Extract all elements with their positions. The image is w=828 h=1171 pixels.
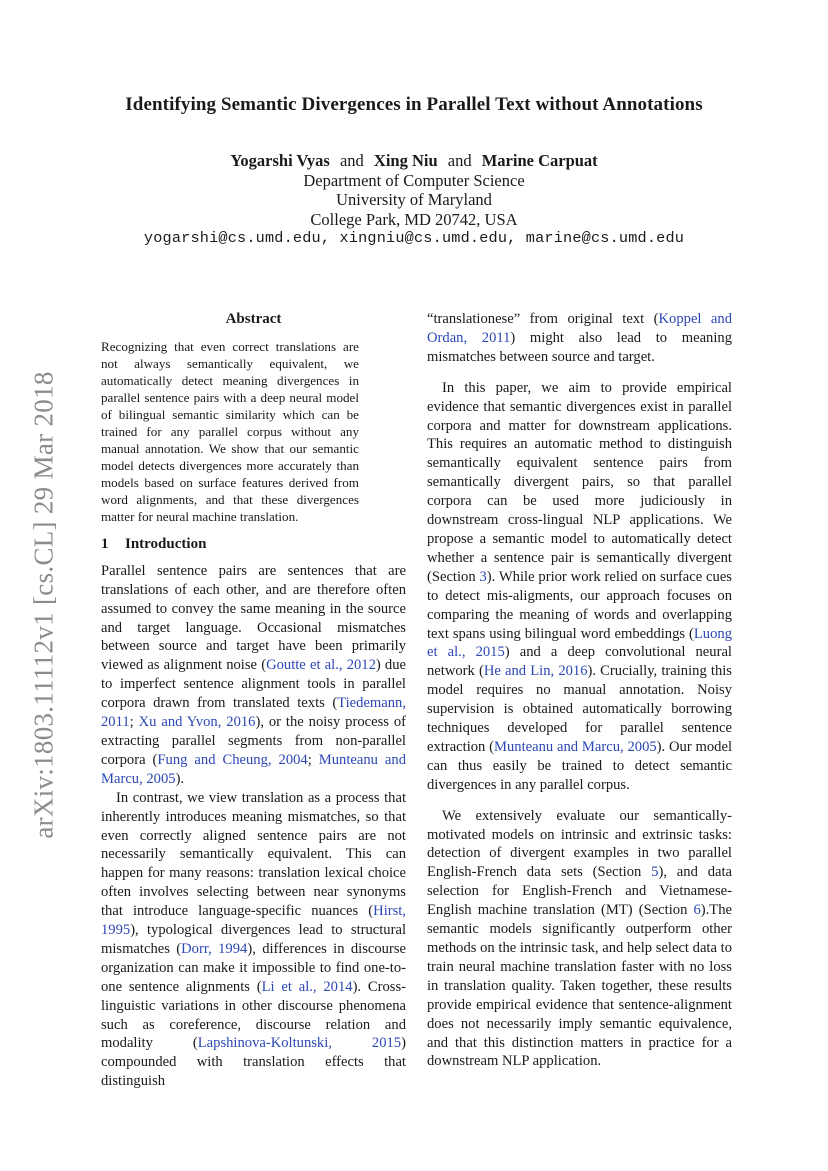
- citation-link[interactable]: 5: [651, 864, 659, 881]
- affiliation-university: University of Maryland: [336, 190, 492, 209]
- right-column-body: [427, 310, 732, 1071]
- paragraph-text: ) might also lead to meaning mismatches between source and target.: [427, 329, 732, 365]
- paragraph-text: In this paper, we aim to provide empirical evidence that semantic divergences exist in parallel corpora and matter for downstream applications. This requires an automatic method to distinguish semantically equivalent sentence pairs from semantically divergent pairs, so that parallel corpora can be used more judiciously in downstream cross-lingual NLP applications. We propose a semantic model to automatically detect whether a sentence pair is semantically divergent (Section: [427, 379, 732, 585]
- body-paragraph: [101, 562, 406, 789]
- citation-link[interactable]: Tiedemann, 2011: [101, 695, 406, 731]
- citation-link[interactable]: 3: [479, 568, 487, 585]
- citation-link[interactable]: Lapshinova-Koltunski, 2015: [197, 1035, 402, 1052]
- paragraph-text: ) due to imperfect sentence alignment tools in parallel corpora drawn from translated texts (: [101, 657, 407, 712]
- paragraph-text: ) and a deep convolutional neural network (: [427, 644, 732, 680]
- citation-link[interactable]: Fung and Cheung, 2004: [157, 751, 308, 768]
- and-word: and: [447, 151, 472, 170]
- paragraph-text: We extensively evaluate our semantically-motivated models on intrinsic and extrinsic tasks: detection of divergent examples in two parallel English-French data sets (Section: [427, 807, 732, 881]
- and-word: and: [339, 151, 364, 170]
- body-paragraph: [427, 807, 732, 1072]
- citation-link[interactable]: Munteanu and Marcu, 2005: [494, 738, 657, 755]
- paragraph-text: ). Cross-linguistic variations in other discourse phenomena such as coreference, discourse relation and modality (: [101, 978, 406, 1052]
- section-number: 1: [101, 535, 109, 552]
- paragraph-text: ). Crucially, training this model requires no manual annotation. Noisy supervision is obtained automatically borrowing techniques developed for parallel sentence extraction (: [427, 663, 732, 755]
- paragraph-text: ), or the noisy process of extracting parallel segments from non-parallel corpora (: [101, 714, 406, 768]
- paragraph-text: “translationese” from original text (: [427, 311, 659, 327]
- author-name: Xing Niu: [373, 151, 438, 170]
- body-paragraph: [427, 310, 732, 367]
- paragraph-text: ). While prior work relied on surface cues to detect mis-aligments, our approach focuses on comparing the meaning of words and overlapping text spans using bilingual word embeddings (: [427, 568, 732, 642]
- author-block: [0, 151, 828, 249]
- citation-link[interactable]: Dorr, 1994: [181, 940, 248, 957]
- left-column-body: [101, 562, 406, 1091]
- paper-title: Identifying Semantic Divergences in Parallel Text without Annotations: [125, 94, 703, 115]
- author-name: Yogarshi Vyas: [230, 151, 330, 170]
- paragraph-text: ). Our model can thus easily be trained to detect semantic divergences in any parallel corpus.: [427, 738, 732, 793]
- paragraph-text: ;: [129, 714, 139, 731]
- paragraph-text: ), and data selection for English-French and Vietnamese-English machine translation (MT) (Section: [427, 864, 733, 919]
- paragraph-text: ), differences in discourse organization can make it impossible to find one-to-one sentence alignments (: [101, 940, 406, 995]
- citation-link[interactable]: Munteanu and Marcu, 2005: [101, 751, 406, 787]
- section-title: Introduction: [125, 535, 207, 552]
- left-column: [101, 310, 406, 1091]
- paragraph-text: ).The semantic models significantly outperform other methods on the intrinsic task, and help select data to train neural machine translation faster with no loss in translation quality. Taken together, these results provide empirical evidence that sentence-alignment does not necessarily imply semantic equivalence, and that this distinction matters in practice for a downstream NLP application.: [427, 902, 732, 1070]
- citation-link[interactable]: Hirst, 1995: [101, 903, 406, 939]
- abstract-heading: Abstract: [225, 311, 282, 327]
- abstract-text: Recognizing that even correct translations are not always semantically equivalent, we automatically detect meaning divergences in parallel sentence pairs with a deep neural model of bilingual semantic similarity which can be trained for any parallel corpus without any manual annotation. We show that our semantic model detects divergences more accurately than models based on surface features derived from word alignments, and that these divergences matter for neural machine translation.: [101, 338, 359, 524]
- citation-link[interactable]: He and Lin, 2016: [483, 663, 588, 680]
- author-names: [0, 151, 828, 171]
- citation-link[interactable]: Koppel and Ordan, 2011: [427, 311, 733, 346]
- citation-link[interactable]: Xu and Yvon, 2016: [138, 714, 256, 731]
- author-emails: yogarshi@cs.umd.edu, xingniu@cs.umd.edu, marine@cs.umd.edu: [143, 229, 685, 247]
- paragraph-text: Parallel sentence pairs are sentences that are translations of each other, and are therefore often assumed to convey the same meaning in the source and target language. Occasional mismatches between source and target have been primarily viewed as alignment noise (: [101, 562, 406, 674]
- paragraph-text: ;: [307, 751, 319, 768]
- section-heading-introduction: [101, 535, 406, 554]
- paragraph-text: ).: [175, 770, 185, 787]
- paragraph-text: In contrast, we view translation as a process that inherently introduces meaning mismatches, so that even correctly aligned sentence pairs are not necessarily semantically equivalent. This can happen for many reasons: translation lexical choice often involves selecting between near synonyms that introduce language-specific nuances (: [101, 789, 406, 920]
- citation-link[interactable]: Li et al., 2014: [261, 978, 353, 995]
- citation-link[interactable]: 6: [693, 902, 701, 919]
- affiliation-department: Department of Computer Science: [303, 170, 525, 190]
- citation-link[interactable]: Goutte et al., 2012: [266, 657, 376, 674]
- author-name: Marine Carpuat: [481, 151, 598, 170]
- arxiv-stamp: [14, 360, 74, 850]
- paragraph-text: ), typological divergences lead to structural mismatches (: [101, 922, 406, 957]
- affiliation-address: College Park, MD 20742, USA: [310, 209, 518, 229]
- citation-link[interactable]: Luong et al., 2015: [427, 625, 732, 661]
- paragraph-text: ) compounded with translation effects that distinguish: [101, 1035, 406, 1090]
- arxiv-stamp-text: arXiv:1803.11112v1 [cs.CL] 29 Mar 2018: [28, 371, 59, 839]
- body-paragraph: [427, 379, 732, 795]
- right-column: [427, 310, 732, 1071]
- body-paragraph: [101, 789, 406, 1092]
